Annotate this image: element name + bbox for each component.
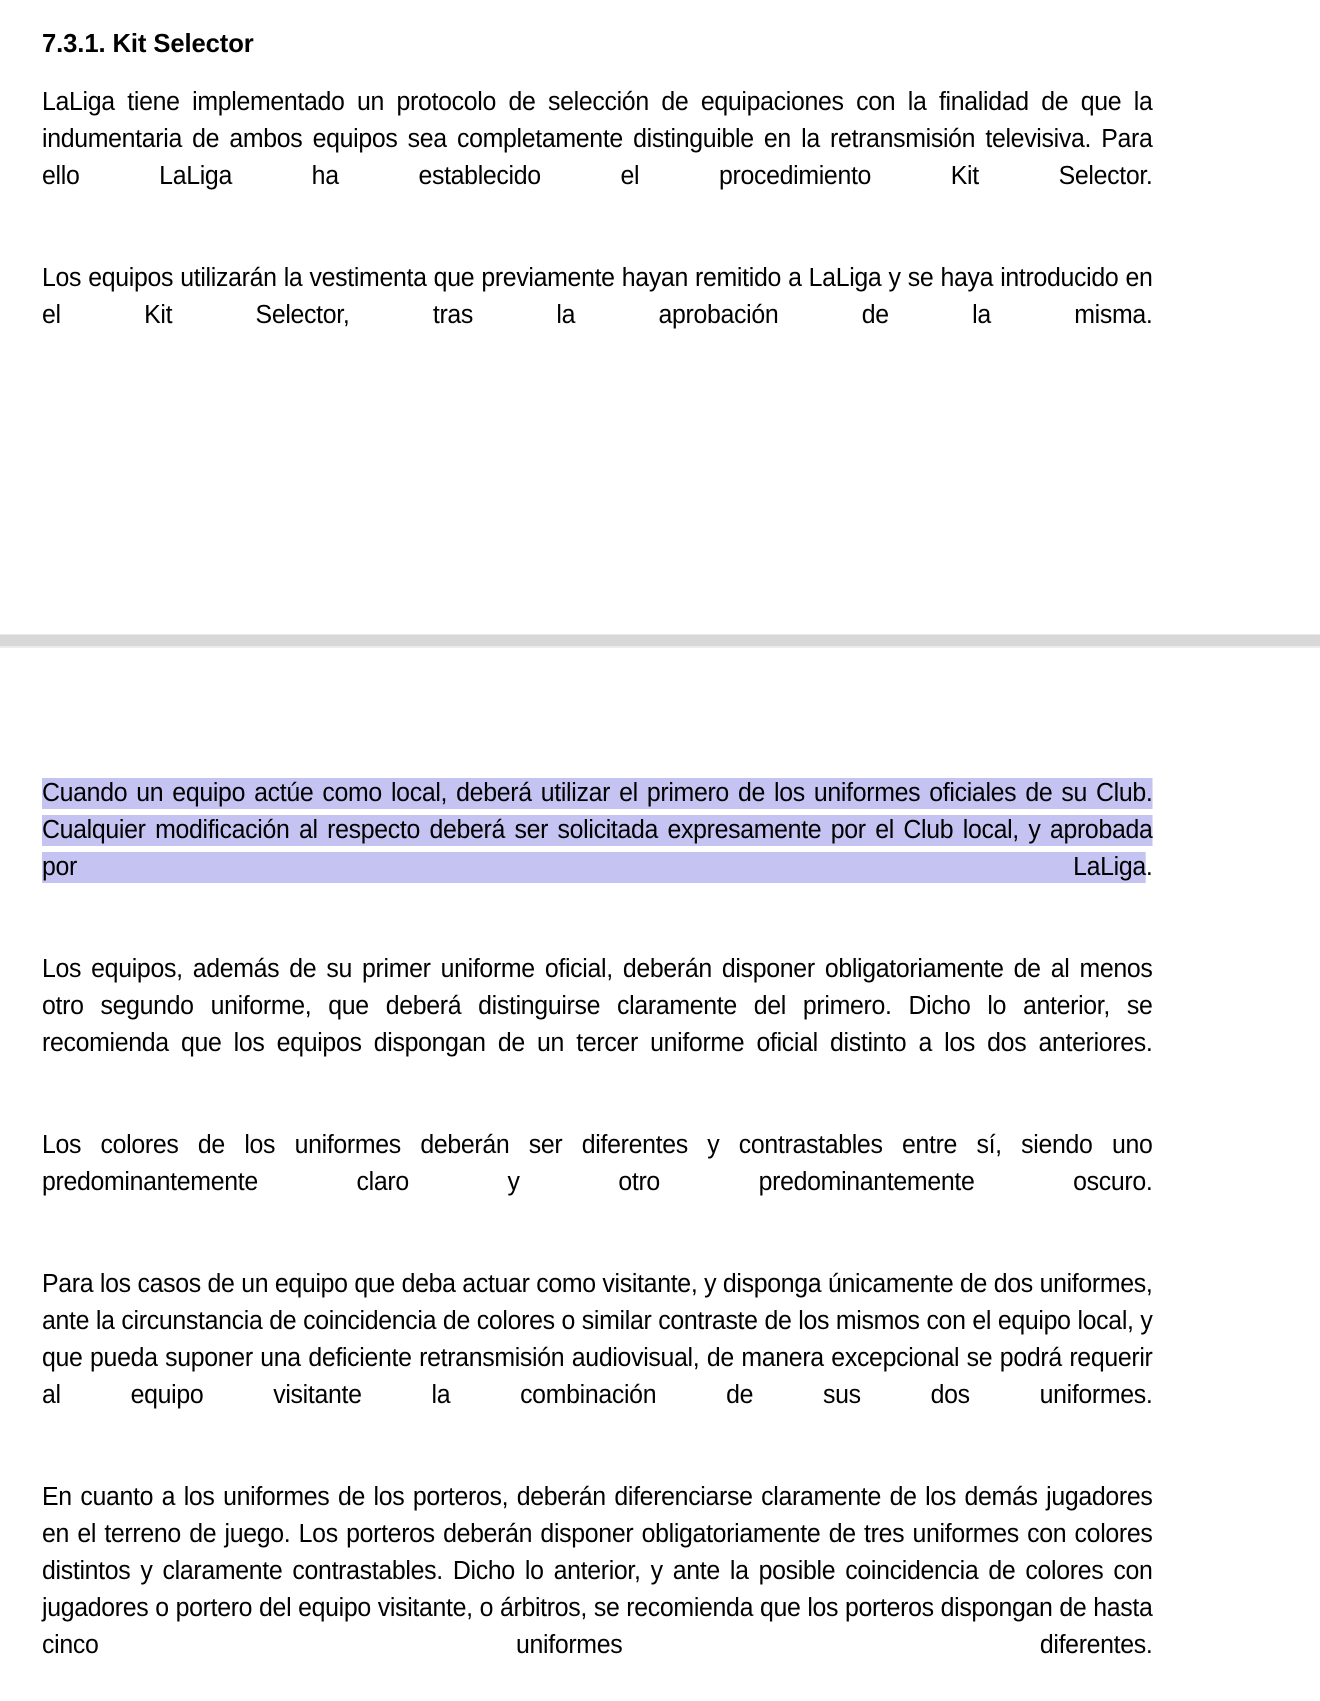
paragraph-goalkeeper-uniforms: En cuanto a los uniformes de los porteros, deberán diferenciarse claramente de los demás jugadores en el terreno de juego. Los porteros deberán disponer obligatoriamente de tres uniformes con colores distintos y claramente contrastables. Dicho lo anterior, y ante la posible coincidencia de colores con jugadores o portero del equipo visitante, o árbitros, se recomienda que los porteros dispongan de hasta cinco uniformes diferentes. bbox=[42, 1483, 1153, 1659]
paragraph-kit-selector-protocol: LaLiga tiene implementado un protocolo de selección de equipaciones con la finalidad de que la indumentaria de ambos equipos sea completamente distinguible en la retransmisión televisiva. Para ello LaLiga ha establecido el procedimiento Kit Selector. bbox=[42, 88, 1153, 190]
paragraph-home-kit-highlighted bbox=[42, 775, 1153, 923]
divider-edge-bottom bbox=[0, 646, 1320, 648]
section-heading: 7.3.1. Kit Selector bbox=[42, 28, 254, 58]
highlight-trailing-period: . bbox=[1145, 853, 1153, 881]
page-section-bottom bbox=[42, 775, 1181, 1701]
paragraph-away-team-cases: Para los casos de un equipo que deba actuar como visitante, y disponga únicamente de dos uniformes, ante la circunstancia de coincidencia de colores o similar contraste de los mismos con el equipo local, y que pueda suponer una deficiente retransmisión audiovisual, de manera excepcional se podrá requerir al equipo visitante la combinación de sus dos uniformes. bbox=[42, 1270, 1153, 1409]
page-section-top bbox=[42, 28, 1181, 371]
highlighted-text-run: Cuando un equipo actúe como local, deberá utilizar el primero de los uniformes oficiales de su Club. Cualquier modificación al respecto deberá ser solicitada expresamente por el Club local, y aprobada por LaLiga bbox=[42, 779, 1153, 881]
page-break-divider bbox=[0, 634, 1320, 648]
paragraph-second-uniform: Los equipos, además de su primer uniforme oficial, deberán disponer obligatoriamente de al menos otro segundo uniforme, que deberá distinguirse claramente del primero. Dicho lo anterior, se recomienda que los equipos dispongan de un tercer uniforme oficial distinto a los dos anteriores. bbox=[42, 955, 1153, 1057]
paragraph-uniform-colors: Los colores de los uniformes deberán ser diferentes y contrastables entre sí, siendo uno predominantemente claro y otro predominantemente oscuro. bbox=[42, 1131, 1153, 1196]
paragraph-kit-selector-submission: Los equipos utilizarán la vestimenta que previamente hayan remitido a LaLiga y se haya introducido en el Kit Selector, tras la aprobación de la misma. bbox=[42, 264, 1153, 329]
divider-band bbox=[0, 635, 1320, 646]
